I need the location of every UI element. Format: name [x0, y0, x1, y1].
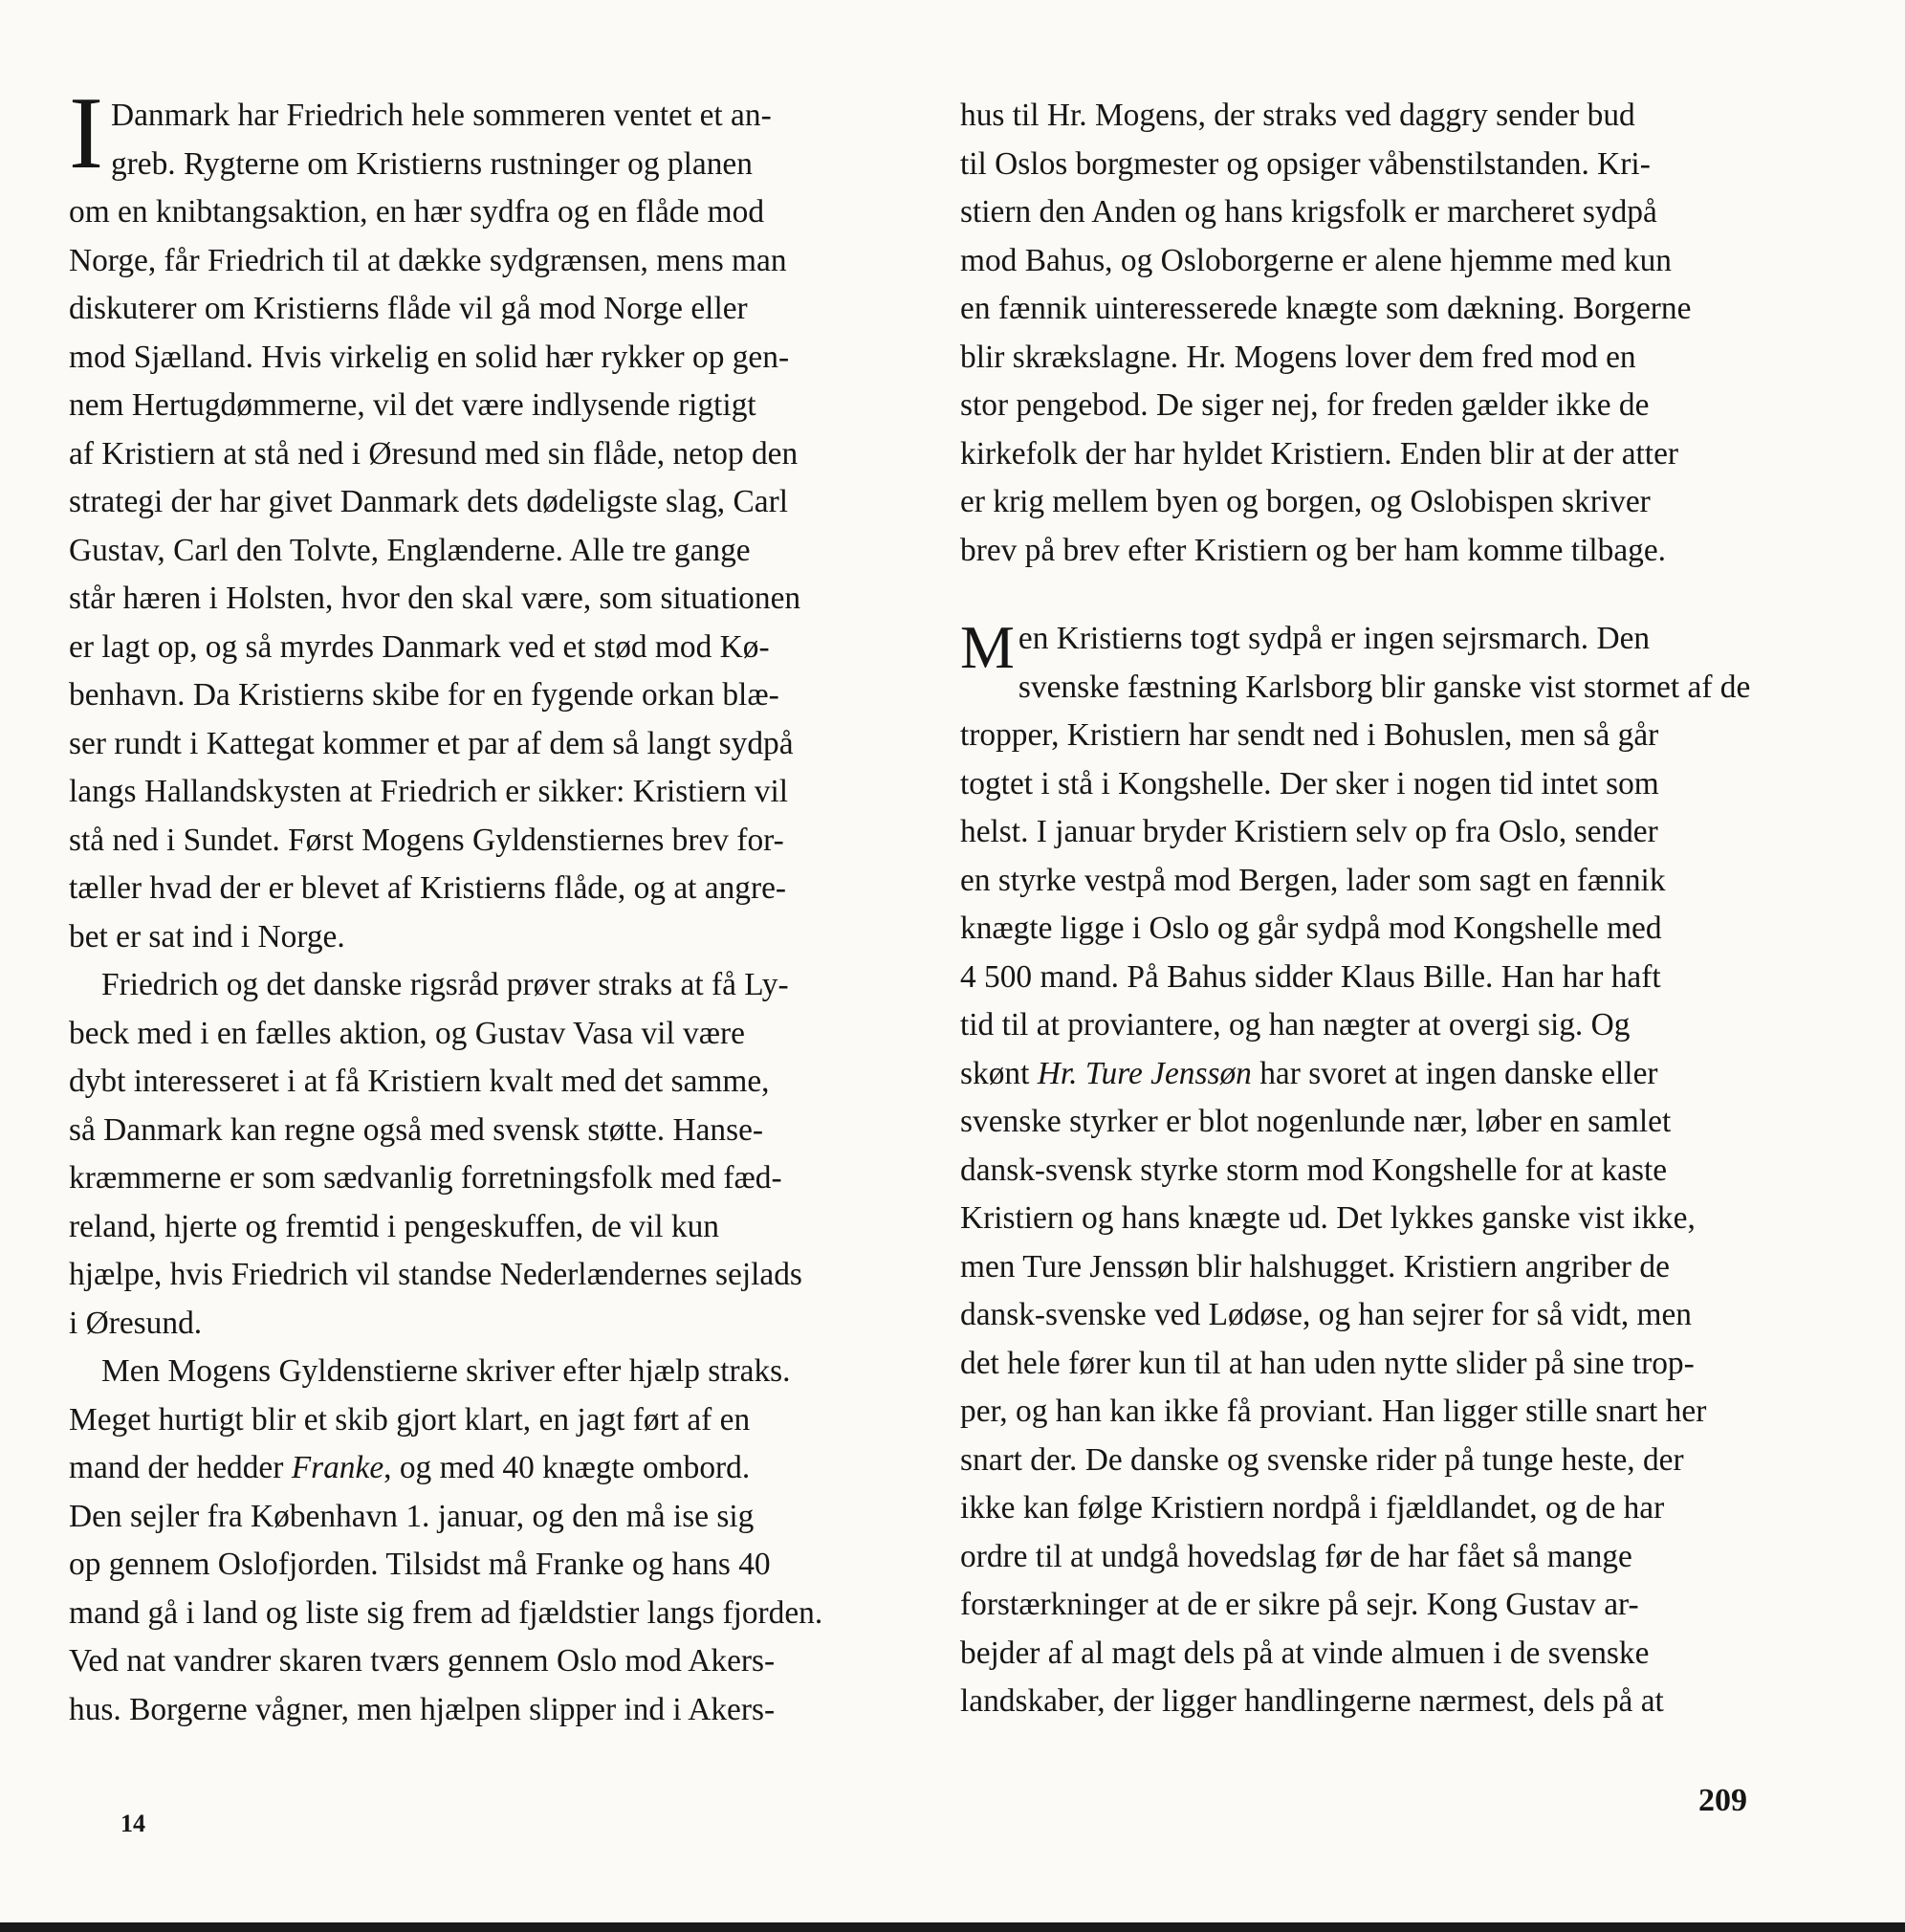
text-line: diskuterer om Kristierns flåde vil gå mod Norge eller: [69, 291, 748, 326]
bottom-edge: [0, 1922, 1905, 1932]
italic-name: Hr. Ture Jenssøn: [1037, 1055, 1252, 1091]
text-fragment: en Kristierns togt sydpå er ingen sejrsmarch. Den: [1018, 621, 1651, 656]
text-line: hjælpe, hvis Friedrich vil standse Nederlændernes sejlads: [69, 1257, 802, 1292]
text-line: mod Sjælland. Hvis virkelig en solid hær rykker op gen-: [69, 339, 790, 375]
text-line: forstærkninger at de er sikre på sejr. Kong Gustav ar-: [960, 1587, 1639, 1622]
text-line: bejder af al magt dels på at vinde almuen i de svenske: [960, 1635, 1650, 1671]
text-line: tid til at proviantere, og han nægter at overgi sig. Og: [960, 1007, 1631, 1043]
text-line: Friedrich og det danske rigsråd prøver straks at få Ly-: [101, 967, 789, 1002]
paragraph-2: [960, 615, 1796, 1726]
text-line: Danmark har Friedrich hele sommeren ventet et an-: [110, 98, 772, 133]
right-page-text: [960, 92, 1796, 1726]
text-line: i Øresund.: [69, 1305, 203, 1341]
text-line: reland, hjerte og fremtid i pengeskuffen, de vil kun: [69, 1208, 719, 1244]
text-line: en fænnik uinteresserede knægte som dækning. Borgerne: [960, 291, 1692, 326]
text-line: [960, 613, 1796, 681]
text-line: mod Bahus, og Osloborgerne er alene hjemme med kun: [960, 242, 1673, 278]
text-line: beck med i en fælles aktion, og Gustav Vasa vil være: [69, 1015, 745, 1051]
page-number-left: 14: [120, 1810, 145, 1837]
text-line: bet er sat ind i Norge.: [69, 918, 345, 955]
text-line: Ved nat vandrer skaren tværs gennem Oslo mod Akers-: [69, 1643, 776, 1679]
text-line: dansk-svenske ved Lødøse, og han sejrer for så vidt, men: [960, 1297, 1693, 1332]
text-line: Kristiern og hans knægte ud. Det lykkes ganske vist ikke,: [960, 1200, 1696, 1236]
page-number-right: 209: [1698, 1783, 1747, 1818]
text-line: hus. Borgerne vågner, men hjælpen slipper ind i Akers-: [69, 1691, 776, 1727]
text-line: blir skrækslagne. Hr. Mogens lover dem fred mod en: [960, 339, 1636, 375]
text-line: stå ned i Sundet. Først Mogens Gyldenstiernes brev for-: [69, 822, 784, 858]
text-line: togtet i stå i Kongshelle. Der sker i nogen tid intet som: [960, 765, 1659, 801]
text-line: hus til Hr. Mogens, der straks ved daggry sender bud: [960, 98, 1635, 133]
text-line: [69, 1444, 901, 1493]
text-line: ser rundt i Kattegat kommer et par af dem så langt sydpå: [69, 725, 794, 761]
text-line: 4 500 mand. På Bahus sidder Klaus Bille. Han har haft: [960, 958, 1661, 995]
text-line: dansk-svensk styrke storm mod Kongshelle for at kaste: [960, 1152, 1668, 1188]
paragraph-1: [960, 92, 1796, 575]
text-line: svenske styrker er blot nogenlunde nær, løber en samlet: [960, 1104, 1672, 1139]
text-line: snart der. De danske og svenske rider på tunge heste, der: [960, 1441, 1684, 1478]
text-line: svenske fæstning Karlsborg blir ganske vist stormet af de: [1018, 669, 1751, 705]
text-line: Gustav, Carl den Tolvte, Englænderne. Alle tre gange: [69, 532, 751, 568]
text-line: står hæren i Holsten, hvor den skal være, som situationen: [69, 581, 801, 616]
text-line: kræmmerne er som sædvanlig forretningsfolk med fæd-: [69, 1160, 782, 1196]
text-line: er krig mellem byen og borgen, og Oslobispen skriver: [960, 484, 1651, 519]
text-line: tropper, Kristiern har sendt ned i Bohuslen, men så går: [960, 717, 1659, 753]
text-line: tæller hvad der er blevet af Kristierns flåde, og at angre-: [69, 870, 787, 906]
section-break: [960, 575, 1796, 615]
left-page-text: [69, 77, 901, 1734]
text-line: Norge, får Friedrich til at dække sydgrænsen, mens man: [69, 242, 787, 278]
text-line: ikke kan følge Kristiern nordpå i fjældlandet, og de har: [960, 1490, 1665, 1526]
text-line: stiern den Anden og hans krigsfolk er marcheret sydpå: [960, 194, 1657, 230]
text-line: om en knibtangsaktion, en hær sydfra og en flåde mod: [69, 194, 765, 230]
text-line: [960, 1050, 1796, 1099]
text-line: men Ture Jenssøn blir halshugget. Kristiern angriber de: [960, 1248, 1670, 1284]
text-line: ordre til at undgå hovedslag før de har fået så mange: [960, 1538, 1632, 1574]
text-line: er lagt op, og så myrdes Danmark ved et stød mod Kø-: [69, 628, 770, 665]
paragraph-2: [69, 961, 901, 1348]
text-line: det hele fører kun til at han uden nytte slider på sine trop-: [960, 1345, 1695, 1381]
text-line: stor pengebod. De siger nej, for freden gælder ikke de: [960, 387, 1650, 423]
text-fragment: skønt: [960, 1055, 1038, 1091]
text-line: helst. I januar bryder Kristiern selv op fra Oslo, sender: [960, 814, 1658, 849]
text-line: til Oslos borgmester og opsiger våbenstilstanden. Kri-: [960, 145, 1651, 182]
text-line: strategi der har givet Danmark dets dødeligste slag, Carl: [69, 484, 788, 519]
italic-name: Franke: [291, 1450, 384, 1485]
text-line: af Kristiern at stå ned i Øresund med sin flåde, netop den: [69, 435, 799, 472]
drop-cap-letter: I: [69, 77, 103, 190]
text-line: knægte ligge i Oslo og går sydpå mod Kongshelle med: [960, 911, 1662, 946]
text-line: mand gå i land og liste sig frem ad fjældstier langs fjorden.: [69, 1594, 823, 1631]
text-fragment: , og med 40 knægte ombord.: [383, 1450, 751, 1485]
drop-cap-letter: M: [960, 613, 1015, 681]
paragraph-1: [69, 77, 901, 961]
text-line: benhavn. Da Kristierns skibe for en fygende orkan blæ-: [69, 677, 779, 713]
text-line: langs Hallandskysten at Friedrich er sikker: Kristiern vil: [69, 774, 789, 809]
text-line: så Danmark kan regne også med svensk støtte. Hanse-: [69, 1111, 764, 1148]
text-line: Meget hurtigt blir et skib gjort klart, en jagt ført af en: [69, 1401, 751, 1438]
text-line: op gennem Oslofjorden. Tilsidst må Franke og hans 40: [69, 1547, 771, 1582]
text-line: Den sejler fra København 1. januar, og den må ise sig: [69, 1498, 755, 1534]
text-fragment: har svoret at ingen danske eller: [1251, 1055, 1658, 1091]
text-line: landskaber, der ligger handlingerne nærmest, dels på at: [960, 1683, 1664, 1719]
text-line: Men Mogens Gyldenstierne skriver efter hjælp straks.: [101, 1353, 791, 1389]
text-line: greb. Rygterne om Kristierns rustninger og planen: [110, 145, 753, 182]
text-line: per, og han kan ikke få proviant. Han ligger stille snart her: [960, 1394, 1707, 1429]
text-line: nem Hertugdømmerne, vil det være indlysende rigtigt: [69, 387, 756, 423]
paragraph-3: [69, 1348, 901, 1734]
text-line: kirkefolk der har hyldet Kristiern. Enden blir at der atter: [960, 435, 1679, 472]
text-line: brev på brev efter Kristiern og ber ham komme tilbage.: [960, 532, 1667, 568]
text-fragment: mand der hedder: [69, 1450, 292, 1485]
text-line: en styrke vestpå mod Bergen, lader som sagt en fænnik: [960, 862, 1666, 898]
text-line: dybt interesseret i at få Kristiern kvalt med det samme,: [69, 1064, 770, 1099]
